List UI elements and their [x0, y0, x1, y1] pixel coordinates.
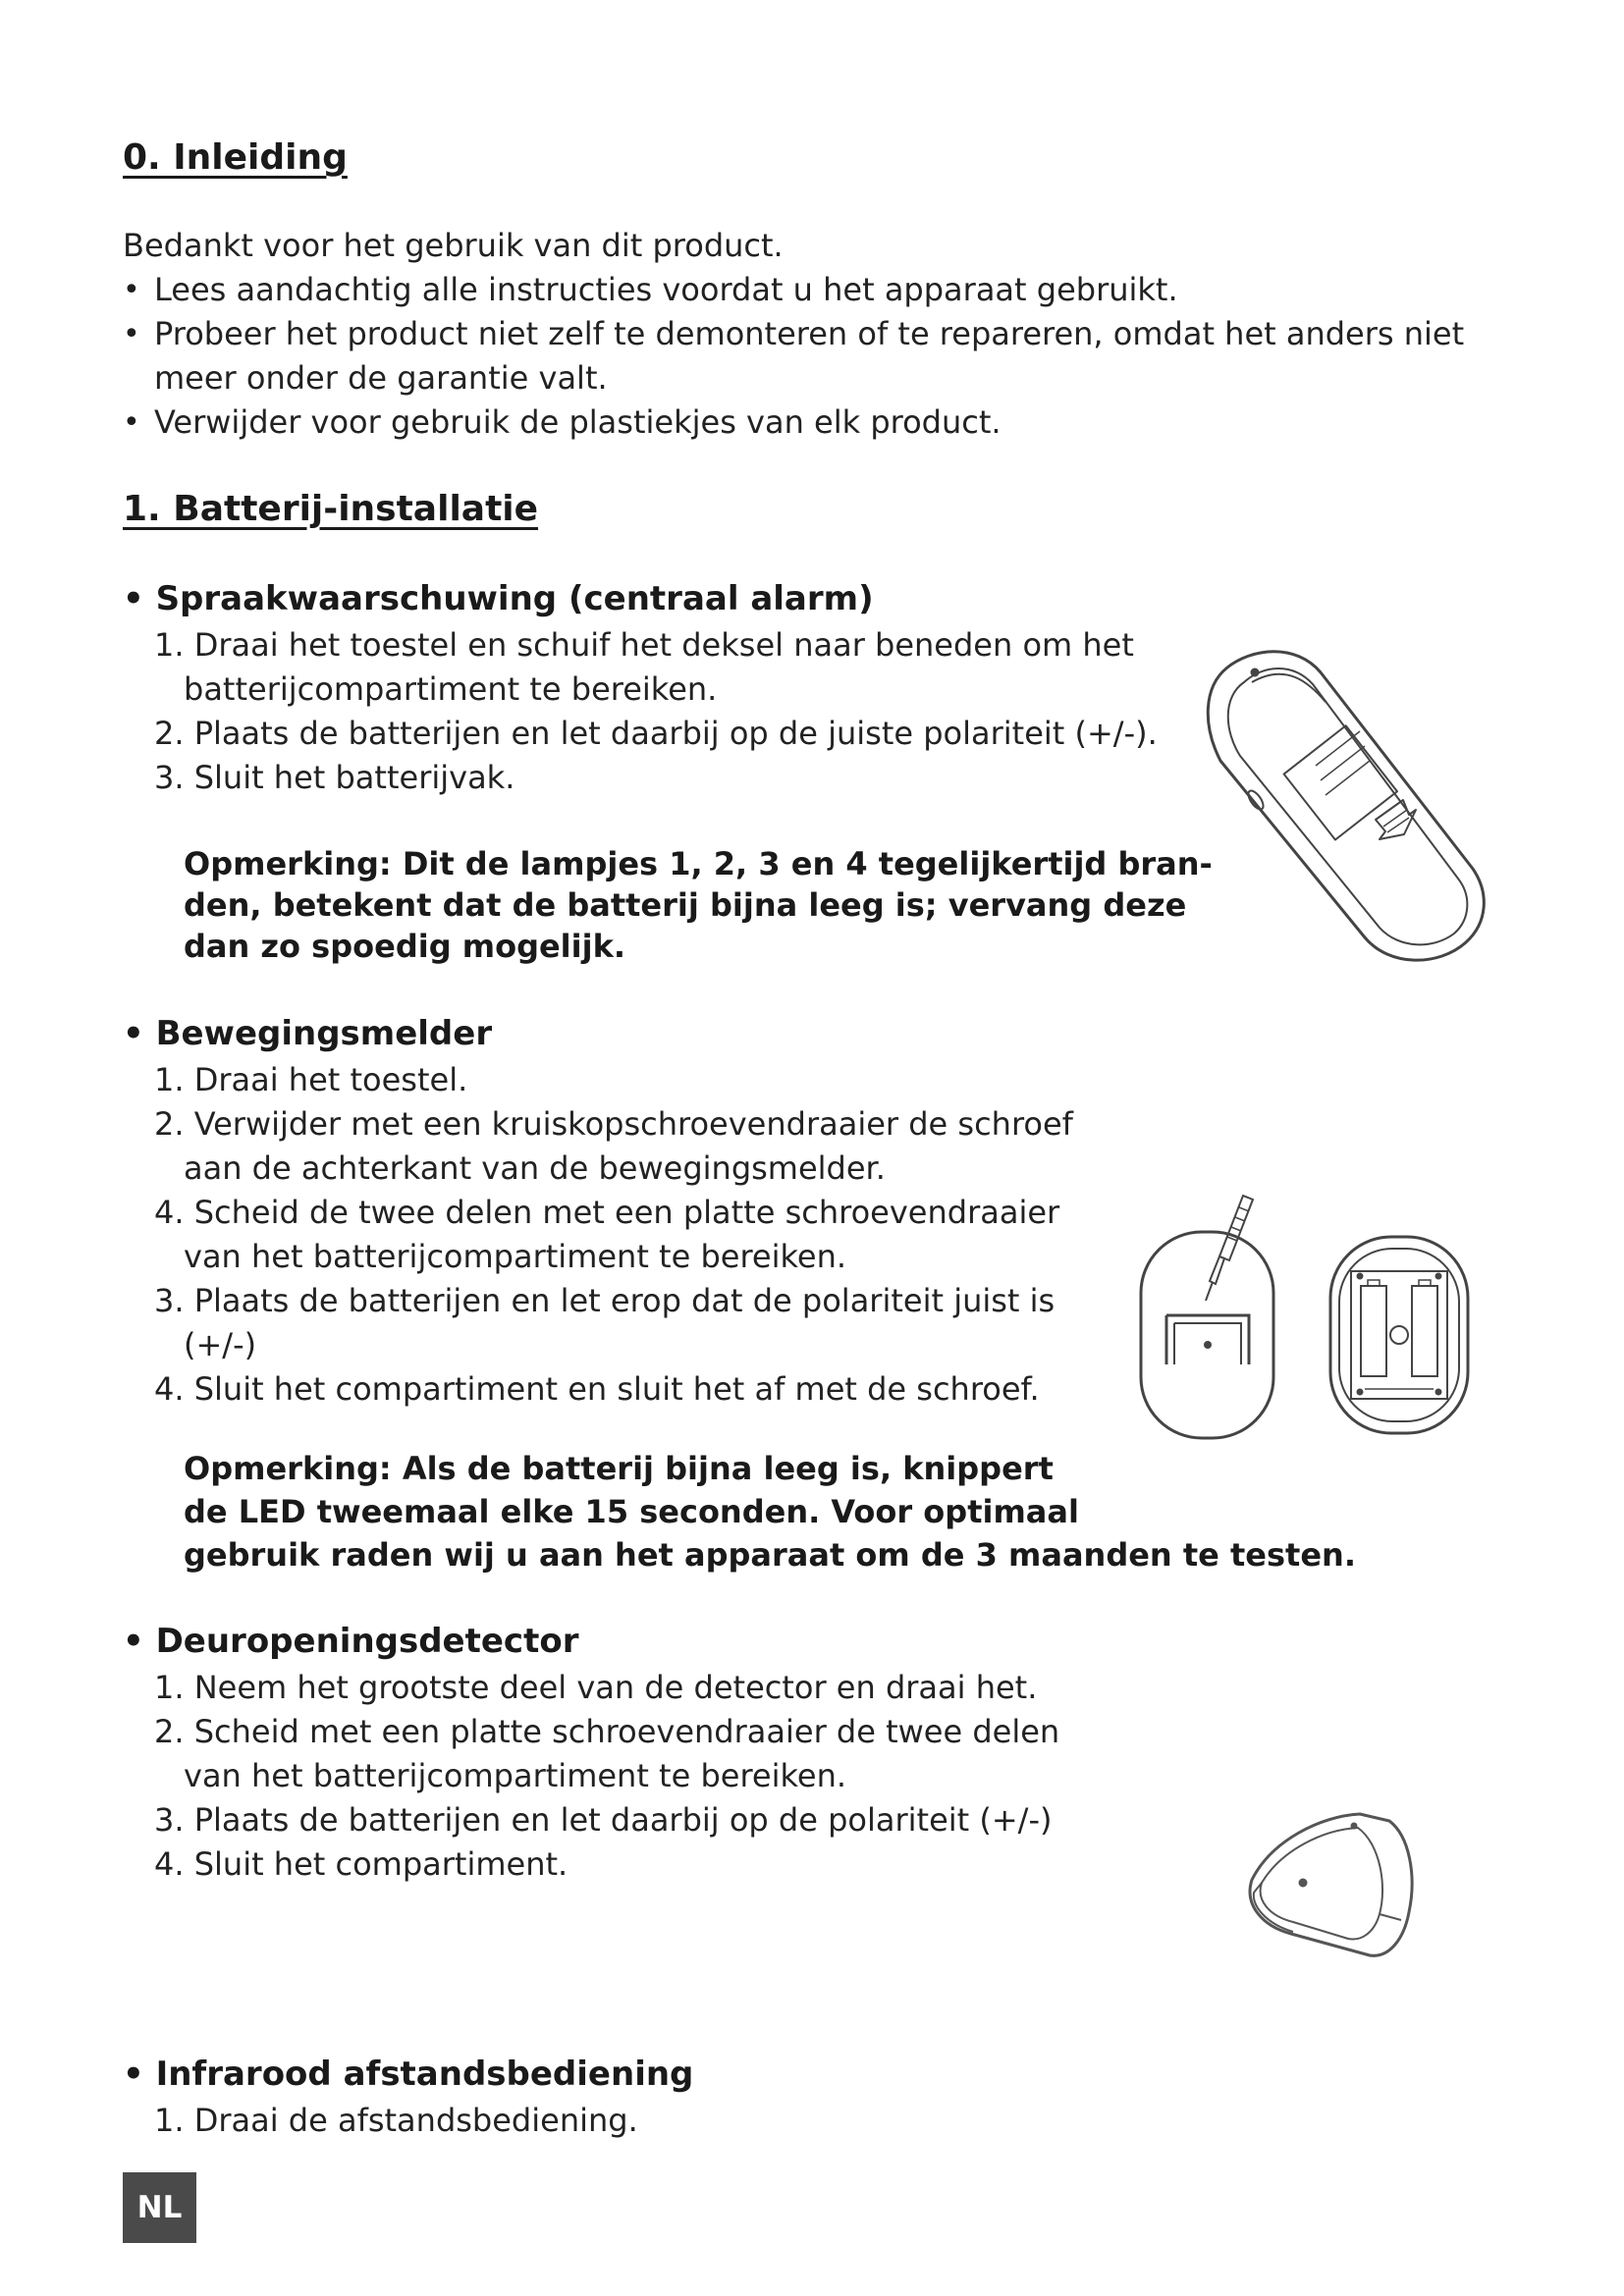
- door-detector-illustration: [1232, 1796, 1429, 1973]
- motion-step-continuation: (+/-): [184, 1326, 257, 1363]
- voice-step: 3. Sluit het batterijvak.: [154, 759, 515, 796]
- motion-note: Opmerking: Als de batterij bijna leeg is, knippert: [184, 1450, 1054, 1487]
- door-step: 1. Neem het grootste deel van de detector en draai het.: [154, 1669, 1038, 1706]
- motion-step: 4. Sluit het compartiment en sluit het af met de schroef.: [154, 1370, 1040, 1408]
- intro-bullet-continuation: meer onder de garantie valt.: [154, 359, 608, 397]
- door-step-continuation: van het batterijcompartiment te bereiken.: [184, 1757, 847, 1794]
- intro-bullet: Verwijder voor gebruik de plastiekjes van elk product.: [154, 403, 1001, 441]
- intro-bullet: Probeer het product niet zelf te demonteren of te repareren, omdat het anders niet: [154, 315, 1465, 352]
- language-badge: NL: [123, 2172, 196, 2243]
- battery-heading: 1. Batterij-installatie: [123, 489, 539, 529]
- door-step: 4. Sluit het compartiment.: [154, 1845, 568, 1883]
- remote-step: 1. Draai de afstandsbediening.: [154, 2102, 638, 2139]
- remote-control-title: • Infrarood afstandsbediening: [123, 2055, 694, 2094]
- motion-step: 2. Verwijder met een kruiskopschroevendraaier de schroef: [154, 1105, 1073, 1143]
- motion-step-continuation: van het batterijcompartiment te bereiken.: [184, 1238, 847, 1275]
- intro-heading: 0. Inleiding: [123, 137, 348, 178]
- door-detector-title: • Deuropeningsdetector: [123, 1622, 579, 1661]
- motion-note: gebruik raden wij u aan het apparaat om de 3 maanden te testen.: [184, 1536, 1356, 1574]
- door-step: 2. Scheid met een platte schroevendraaier de twee delen: [154, 1713, 1060, 1750]
- motion-step: 4. Scheid de twee delen met een platte schroevendraaier: [154, 1194, 1060, 1231]
- intro-bullet: Lees aandachtig alle instructies voordat u het apparaat gebruikt.: [154, 271, 1178, 308]
- motion-sensor-title: • Bewegingsmelder: [123, 1014, 493, 1053]
- central-alarm-illustration: [1193, 643, 1507, 967]
- intro-lead: Bedankt voor het gebruik van dit product.: [123, 227, 784, 264]
- motion-note: de LED tweemaal elke 15 seconden. Voor optimaal: [184, 1493, 1079, 1530]
- door-step: 3. Plaats de batterijen en let daarbij op de polariteit (+/-): [154, 1801, 1053, 1839]
- voice-step-continuation: batterijcompartiment te bereiken.: [184, 670, 718, 708]
- voice-note: den, betekent dat de batterij bijna leeg is; vervang deze: [184, 886, 1187, 924]
- voice-alarm-title: • Spraakwaarschuwing (centraal alarm): [123, 579, 874, 618]
- voice-step: 1. Draai het toestel en schuif het deksel naar beneden om het: [154, 626, 1134, 664]
- voice-note: Opmerking: Dit de lampjes 1, 2, 3 en 4 tegelijkertijd bran-: [184, 845, 1213, 882]
- motion-step-continuation: aan de achterkant van de bewegingsmelder.: [184, 1149, 886, 1187]
- motion-step: 3. Plaats de batterijen en let erop dat de polariteit juist is: [154, 1282, 1056, 1319]
- bullet-marker: •: [123, 317, 140, 351]
- motion-step: 1. Draai het toestel.: [154, 1061, 468, 1098]
- bullet-marker: •: [123, 405, 140, 440]
- motion-sensor-illustration: [1129, 1139, 1483, 1472]
- voice-step: 2. Plaats de batterijen en let daarbij op de juiste polariteit (+/-).: [154, 715, 1158, 752]
- voice-note: dan zo spoedig mogelijk.: [184, 928, 626, 965]
- bullet-marker: •: [123, 273, 140, 307]
